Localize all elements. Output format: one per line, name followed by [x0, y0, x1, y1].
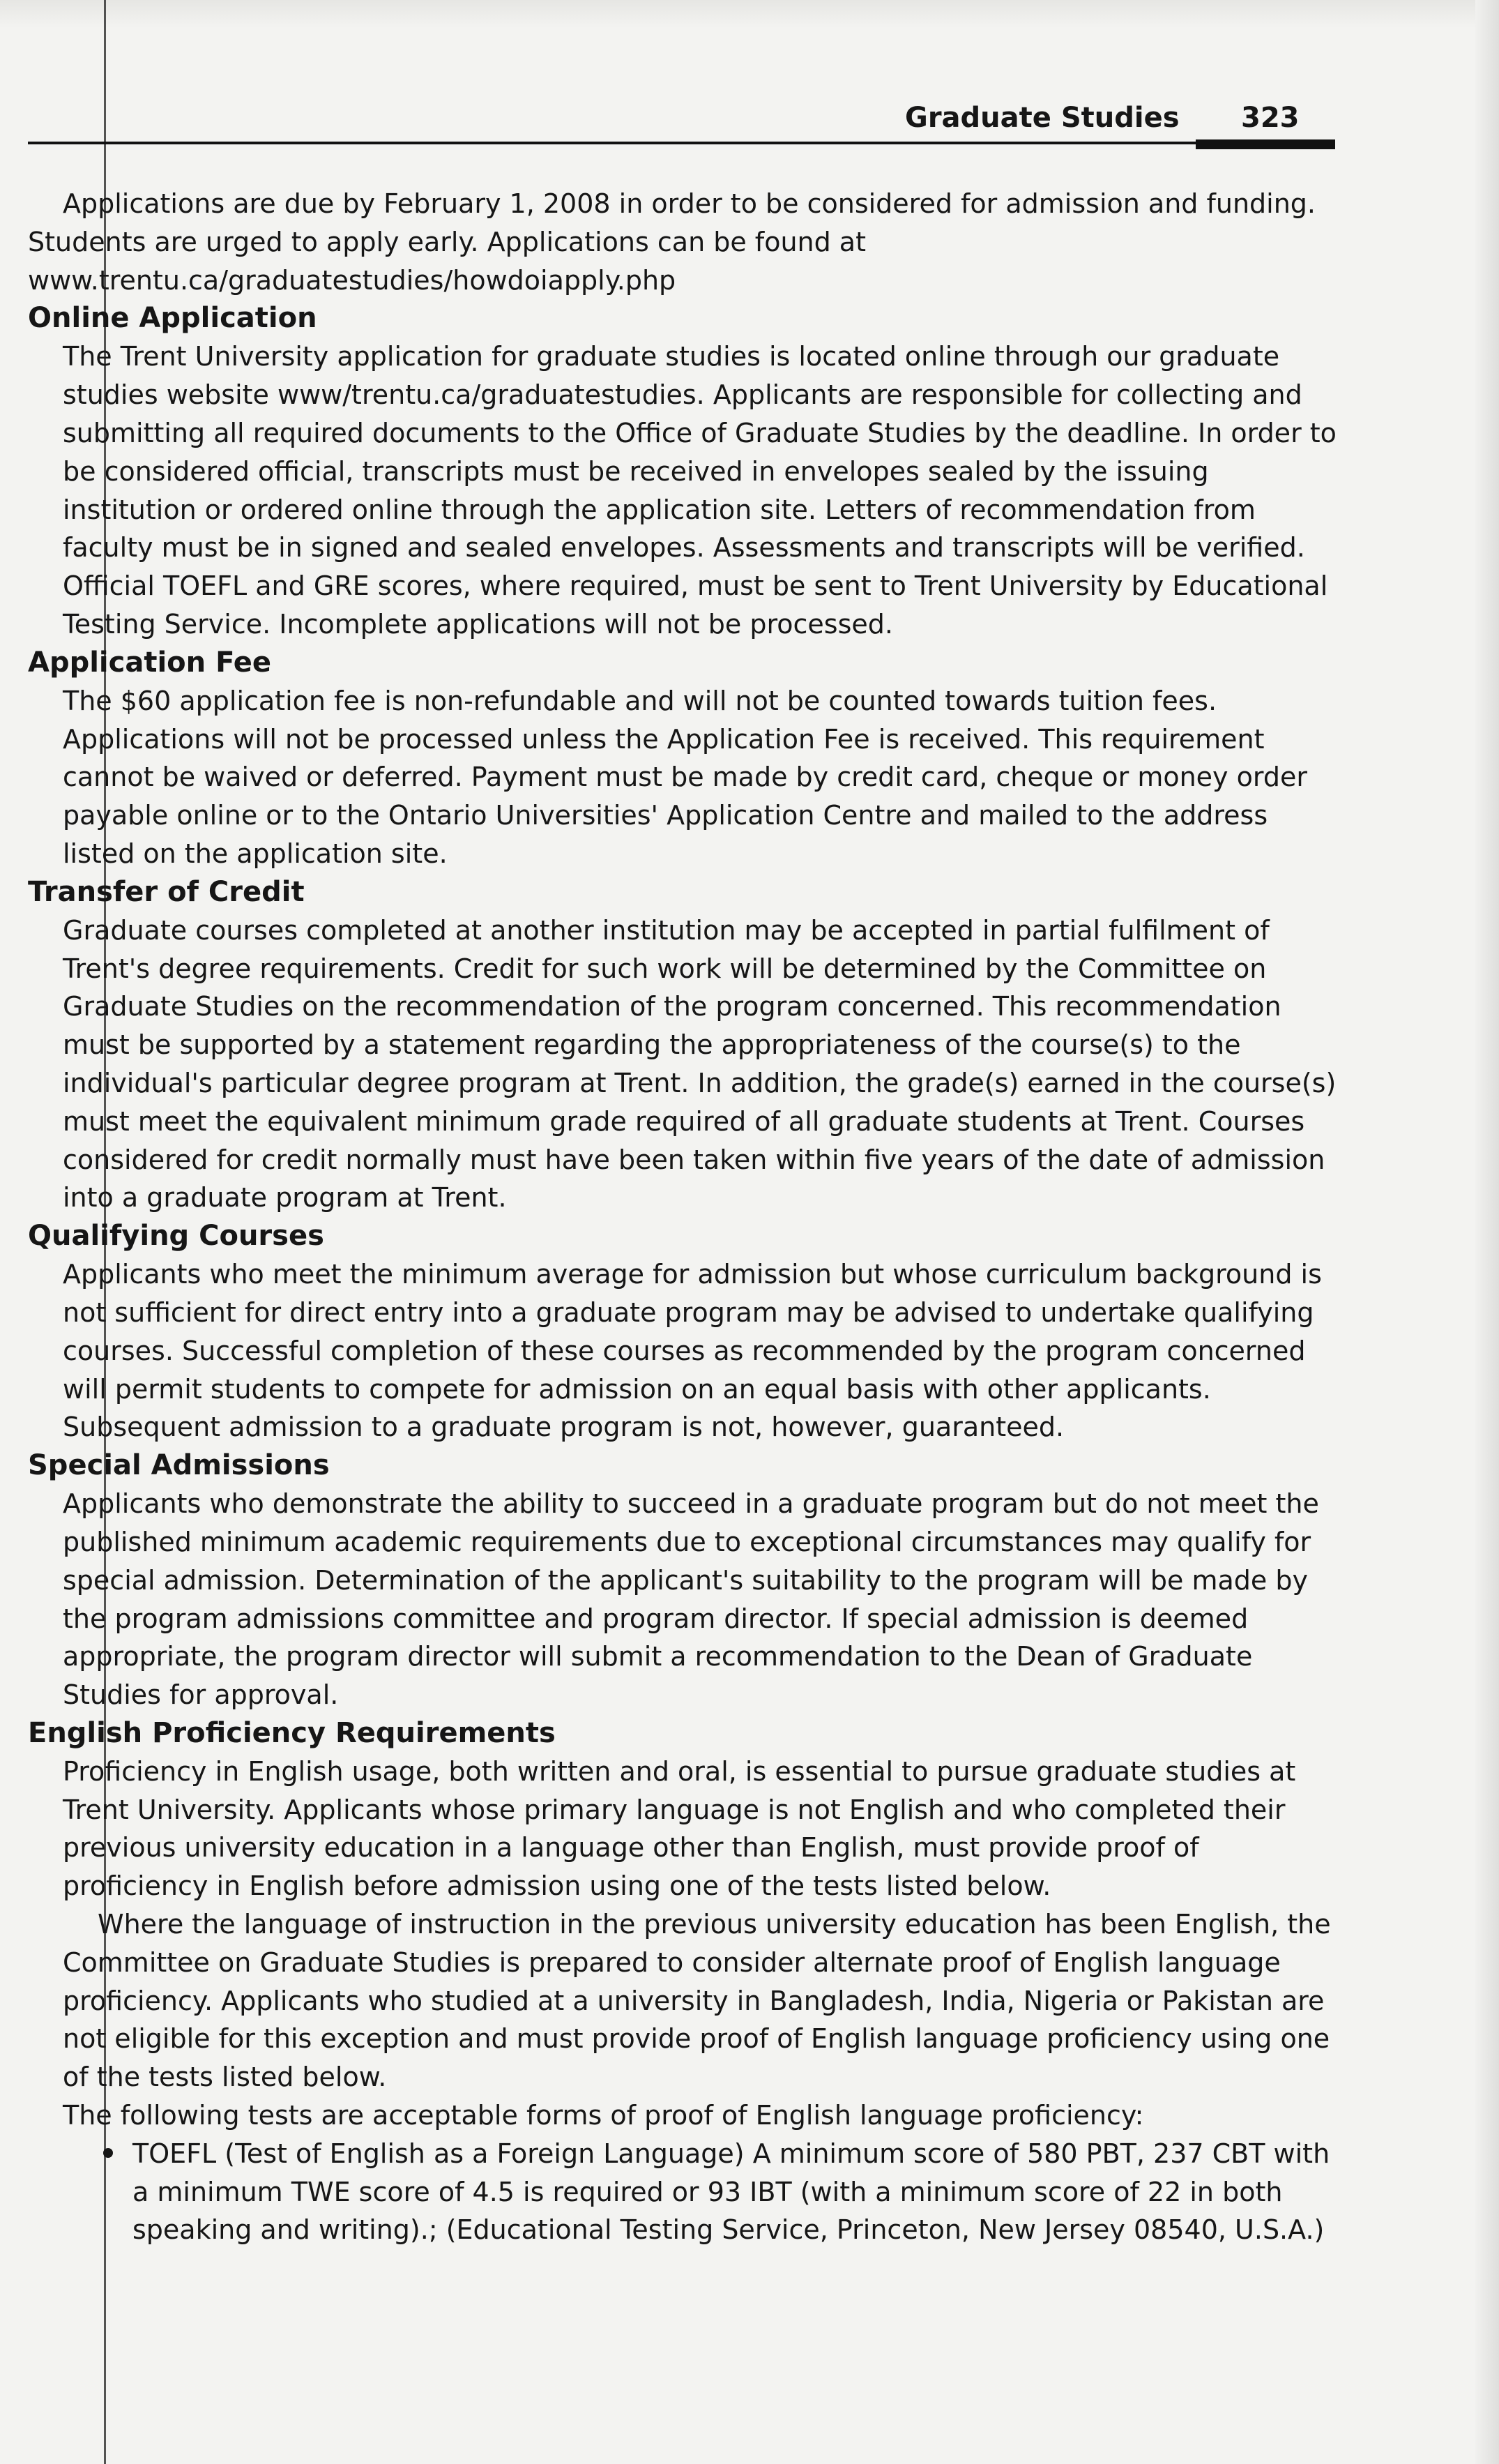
- special-admissions-text: Applicants who demonstrate the ability to succeed in a graduate program but do not meet the published minimum academic requirements due to exceptional circumstances may qualify for special admission. Determination of the applicant's suitability to the program will be made by the program admissions committee and program director. If special admission is deemed appropriate, the program director will submit a recommendation to the Dean of Graduate Studies for approval.: [63, 1488, 1319, 1711]
- page-number: 323: [1241, 102, 1300, 134]
- scan-shadow-right: [1475, 0, 1499, 2464]
- intro-paragraph: Applications are due by February 1, 2008 in order to be considered for admission and funding. Students are urged to apply early. Applications can be found at www.trentu.ca/graduatestudies/howdoiapply.php: [28, 188, 1316, 296]
- heading-online-application: Online Application: [28, 302, 317, 335]
- list-item: [132, 2135, 1346, 2249]
- accepted-tests-list: [28, 2135, 1346, 2249]
- bullet-icon: [103, 2148, 113, 2158]
- heading-special-admissions: Special Admissions: [28, 1449, 330, 1482]
- english-proficiency-paragraph-3: The following tests are acceptable forms of proof of English language proficiency:: [63, 2100, 1144, 2131]
- heading-english-proficiency: English Proficiency Requirements: [28, 1716, 556, 1749]
- heading-qualifying-courses: Qualifying Courses: [28, 1220, 324, 1253]
- page-header: [28, 98, 1335, 153]
- heading-transfer-of-credit: Transfer of Credit: [28, 875, 305, 908]
- english-proficiency-paragraph-2: Where the language of instruction in the previous university education has been English, the Committee on Graduate Studies is prepared to consider alternate proof of English language proficiency. Applicants who studied at a university in Bangladesh, India, Nigeria or Pakistan are not eligible for this exception and must provide proof of English language proficiency using one of the tests listed below.: [63, 1909, 1331, 2093]
- header-rule: [28, 142, 1335, 144]
- scan-shadow-top: [0, 0, 1499, 28]
- header-rule-accent: [1196, 139, 1335, 149]
- english-proficiency-paragraph-1: Proficiency in English usage, both written and oral, is essential to pursue graduate studies at Trent University. Applicants whose primary language is not English and who completed their previous university education in a language other than English, must provide proof of proficiency in English before admission using one of the tests listed below.: [63, 1755, 1296, 1902]
- running-title: Graduate Studies: [905, 102, 1180, 134]
- heading-application-fee: Application Fee: [28, 646, 272, 679]
- qualifying-courses-text: Applicants who meet the minimum average for admission but whose curriculum background is not sufficient for direct entry into a graduate program may be advised to undertake qualifying courses. Successful completion of these courses as recommended by the program concerned will permit students to compete for admission on an equal basis with other applicants. Subsequent admission to a graduate program is not, however, guaranteed.: [63, 1259, 1322, 1443]
- page-body: [28, 185, 1346, 2249]
- application-fee-text: The $60 application fee is non-refundable and will not be counted towards tuition fees. Applications will not be processed unless the Application Fee is received. This requirement cannot be waived or deferred. Payment must be made by credit card, cheque or money order payable online or to the Ontario Universities' Application Centre and mailed to the address listed on the application site.: [63, 685, 1307, 869]
- online-application-text: The Trent University application for graduate studies is located online through our graduate studies website www/trentu.ca/graduatestudies. Applicants are responsible for collecting and submitting all required documents to the Office of Graduate Studies by the deadline. In order to be considered official, transcripts must be received in envelopes sealed by the issuing institution or ordered online through the application site. Letters of recommendation from faculty must be in signed and sealed envelopes. Assessments and transcripts will be verified. Official TOEFL and GRE scores, where required, must be sent to Trent University by Educational Testing Service. Incomplete applications will not be processed.: [63, 341, 1337, 640]
- list-item-text: TOEFL (Test of English as a Foreign Language) A minimum score of 580 PBT, 237 CBT with a minimum TWE score of 4.5 is required or 93 IBT (with a minimum score of 22 in both speaking and writing).; (Educational Testing Service, Princeton, New Jersey 08540, U.S.A.): [132, 2138, 1330, 2246]
- transfer-of-credit-text: Graduate courses completed at another institution may be accepted in partial fulfilment of Trent's degree requirements. Credit for such work will be determined by the Committee on Graduate Studies on the recommendation of the program concerned. This recommendation must be supported by a statement regarding the appropriateness of the course(s) to the individual's particular degree program at Trent. In addition, the grade(s) earned in the course(s) must meet the equivalent minimum grade required of all graduate students at Trent. Courses considered for credit normally must have been taken within five years of the date of admission into a graduate program at Trent.: [63, 914, 1337, 1214]
